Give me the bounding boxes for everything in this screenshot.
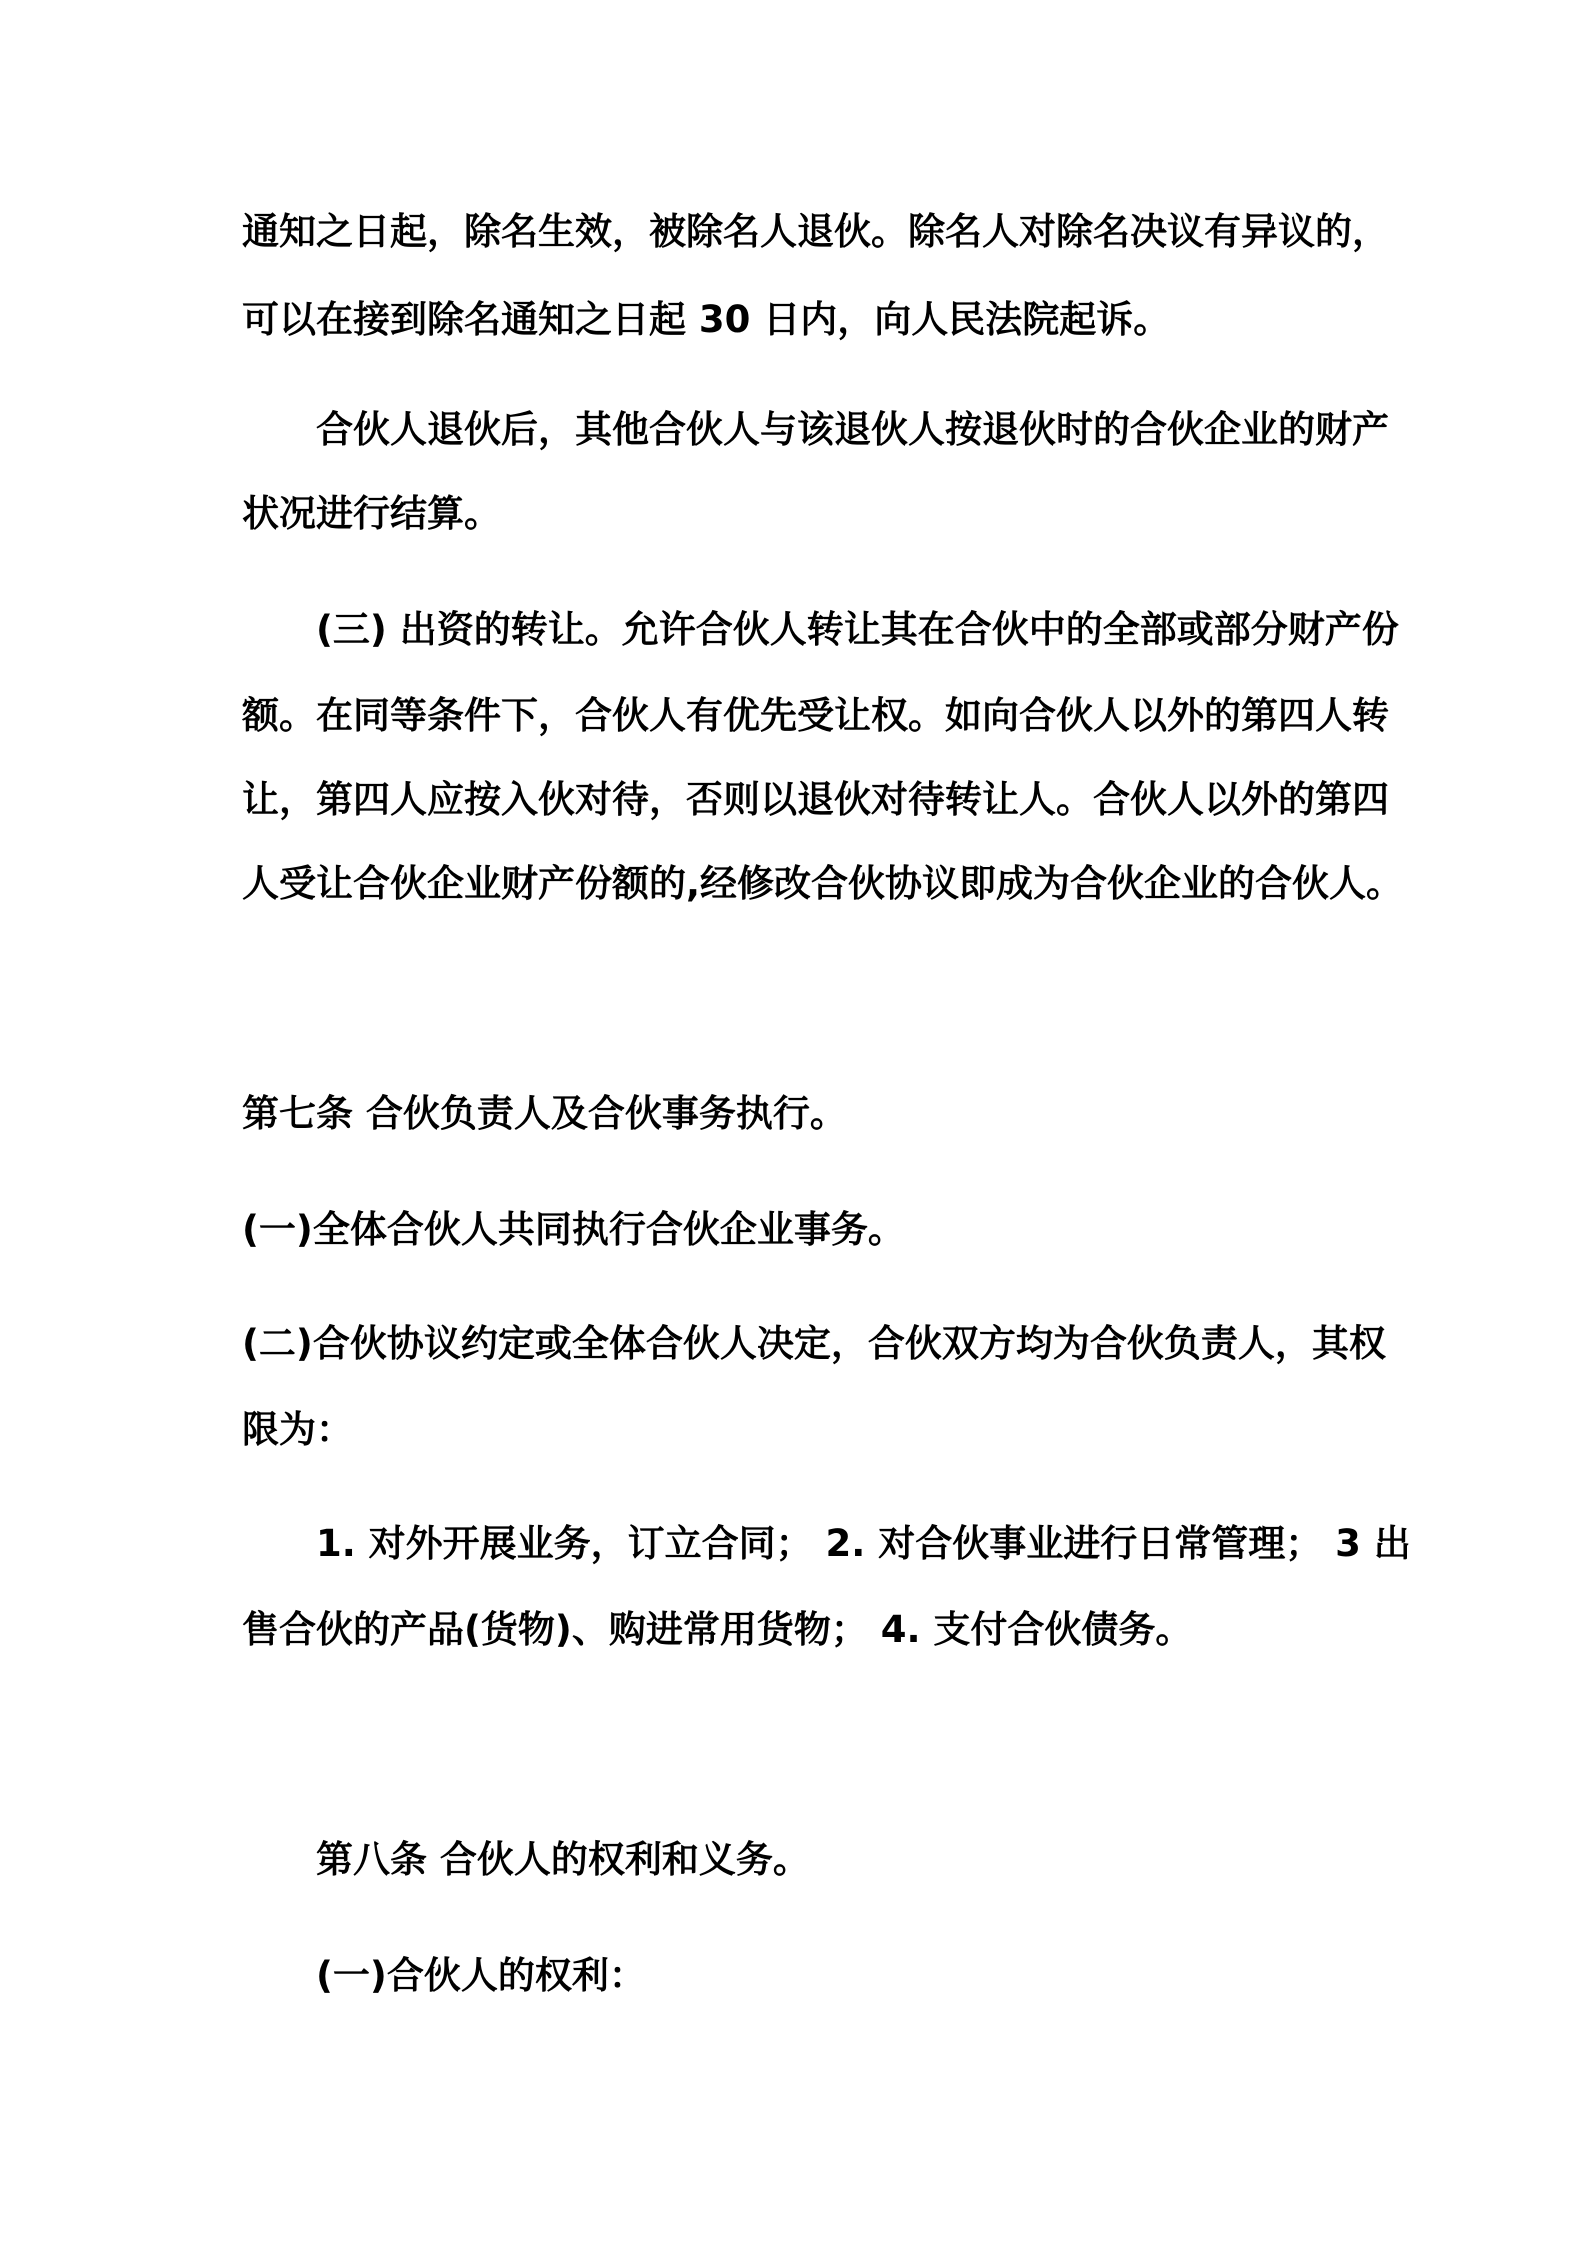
paragraph-line: 可以在接到除名通知之日起 30 日内，向人民法院起诉。 — [242, 298, 1171, 341]
paragraph-line: 1. 对外开展业务，订立合同； 2. 对合伙事业进行日常管理； 3 出 — [316, 1522, 1411, 1565]
paragraph-line: (三) 出资的转让。允许合伙人转让其在合伙中的全部或部分财产份 — [316, 608, 1399, 651]
paragraph-line: 人受让合伙企业财产份额的,经修改合伙协议即成为合伙企业的合伙人。 — [242, 862, 1404, 905]
paragraph-line: 额。在同等条件下，合伙人有优先受让权。如向合伙人以外的第四人转 — [242, 694, 1389, 737]
paragraph-line: 状况进行结算。 — [242, 492, 501, 535]
paragraph-line: (一)全体合伙人共同执行合伙企业事务。 — [242, 1208, 905, 1251]
paragraph-line: 合伙人退伙后，其他合伙人与该退伙人按退伙时的合伙企业的财产 — [316, 408, 1389, 451]
paragraph-line: (二)合伙协议约定或全体合伙人决定，合伙双方均为合伙负责人，其权 — [242, 1322, 1386, 1365]
paragraph-line: 通知之日起，除名生效，被除名人退伙。除名人对除名决议有异议的， — [242, 210, 1389, 253]
paragraph-line: (一)合伙人的权利： — [316, 1954, 646, 1997]
paragraph-line: 让，第四人应按入伙对待，否则以退伙对待转让人。合伙人以外的第四 — [242, 778, 1389, 821]
section-heading: 第七条 合伙负责人及合伙事务执行。 — [242, 1092, 847, 1135]
paragraph-line: 售合伙的产品(货物)、购进常用货物； 4. 支付合伙债务。 — [242, 1608, 1193, 1651]
paragraph-line: 限为： — [242, 1408, 353, 1451]
section-heading: 第八条 合伙人的权利和义务。 — [316, 1838, 810, 1881]
